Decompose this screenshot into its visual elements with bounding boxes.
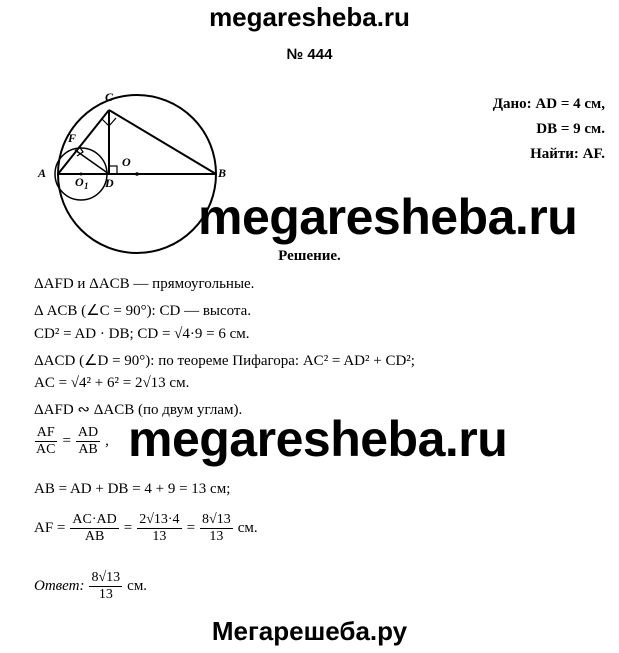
center-o <box>135 172 139 176</box>
fraction-af-ac: $\frac{AF}{AC}$ <box>36 425 56 457</box>
ratio-equation: $\frac{AF}{AC}$ = $\frac{AD}{AB}$ , <box>36 425 109 457</box>
answer-fraction: $\frac{8√13}{13}$ <box>91 570 121 602</box>
label-f: F <box>68 131 77 145</box>
fraction-2sqrt13: $\frac{2√13\cdot 4}{13}$ <box>139 512 180 544</box>
watermark-2: megaresheba.ru <box>128 411 508 467</box>
solution-line-5: AC = √4² + 6² = 2√13 см. <box>34 375 190 391</box>
site-title-bottom: Мегарешеба.ру <box>211 616 408 646</box>
geometry-figure <box>30 86 227 256</box>
problem-number: № 444 <box>286 46 333 63</box>
solution-line-1: ΔAFD и ΔACB — прямоугольные. <box>34 276 255 292</box>
af-equation: AF = $\frac{AC\cdot AD}{AB}$ = $\frac{2√13\cdot 4}{13}$ = $\frac{8√13}{13}$ см. <box>34 512 258 544</box>
solution-line-ab: AB = AD + DB = 4 + 9 = 13 см; <box>34 481 231 497</box>
solution-line-3: CD² = AD · DB; CD = √4·9 = 6 см. <box>34 326 250 342</box>
solution-line-4: ΔACD (∠D = 90°): по теореме Пифагора: AC² = AD² + CD²; <box>34 353 415 369</box>
answer-label: Ответ: <box>34 578 85 594</box>
label-o: O <box>122 155 131 169</box>
fraction-8sqrt13: $\frac{8√13}{13}$ <box>202 512 231 544</box>
answer-line: Ответ: $\frac{8√13}{13}$ см. <box>34 570 148 602</box>
given-ad: Дано: AD = 4 см, <box>492 96 605 112</box>
label-o1: O <box>75 175 84 189</box>
find-af: Найти: AF. <box>530 146 605 162</box>
label-a: A <box>38 166 47 180</box>
solution-line-6: ΔAFD ∾ ΔACB (по двум углам). <box>34 402 243 418</box>
site-title-top: megaresheba.ru <box>209 2 410 32</box>
right-angle-d <box>109 166 117 174</box>
label-c: C <box>105 90 114 104</box>
label-d: D <box>105 176 114 190</box>
label-b: B <box>218 166 227 180</box>
fraction-ad-ab: $\frac{AD}{AB}$ <box>77 425 99 457</box>
given-db: DB = 9 см. <box>536 121 605 137</box>
fraction-acad-ab: $\frac{AC\cdot AD}{AB}$ <box>72 512 117 544</box>
solution-line-2: Δ ACB (∠C = 90°): CD — высота. <box>34 303 252 319</box>
solution-heading: Решение. <box>278 248 341 264</box>
watermark-1: megaresheba.ru <box>198 189 578 245</box>
label-o1-sub: 1 <box>84 181 89 191</box>
